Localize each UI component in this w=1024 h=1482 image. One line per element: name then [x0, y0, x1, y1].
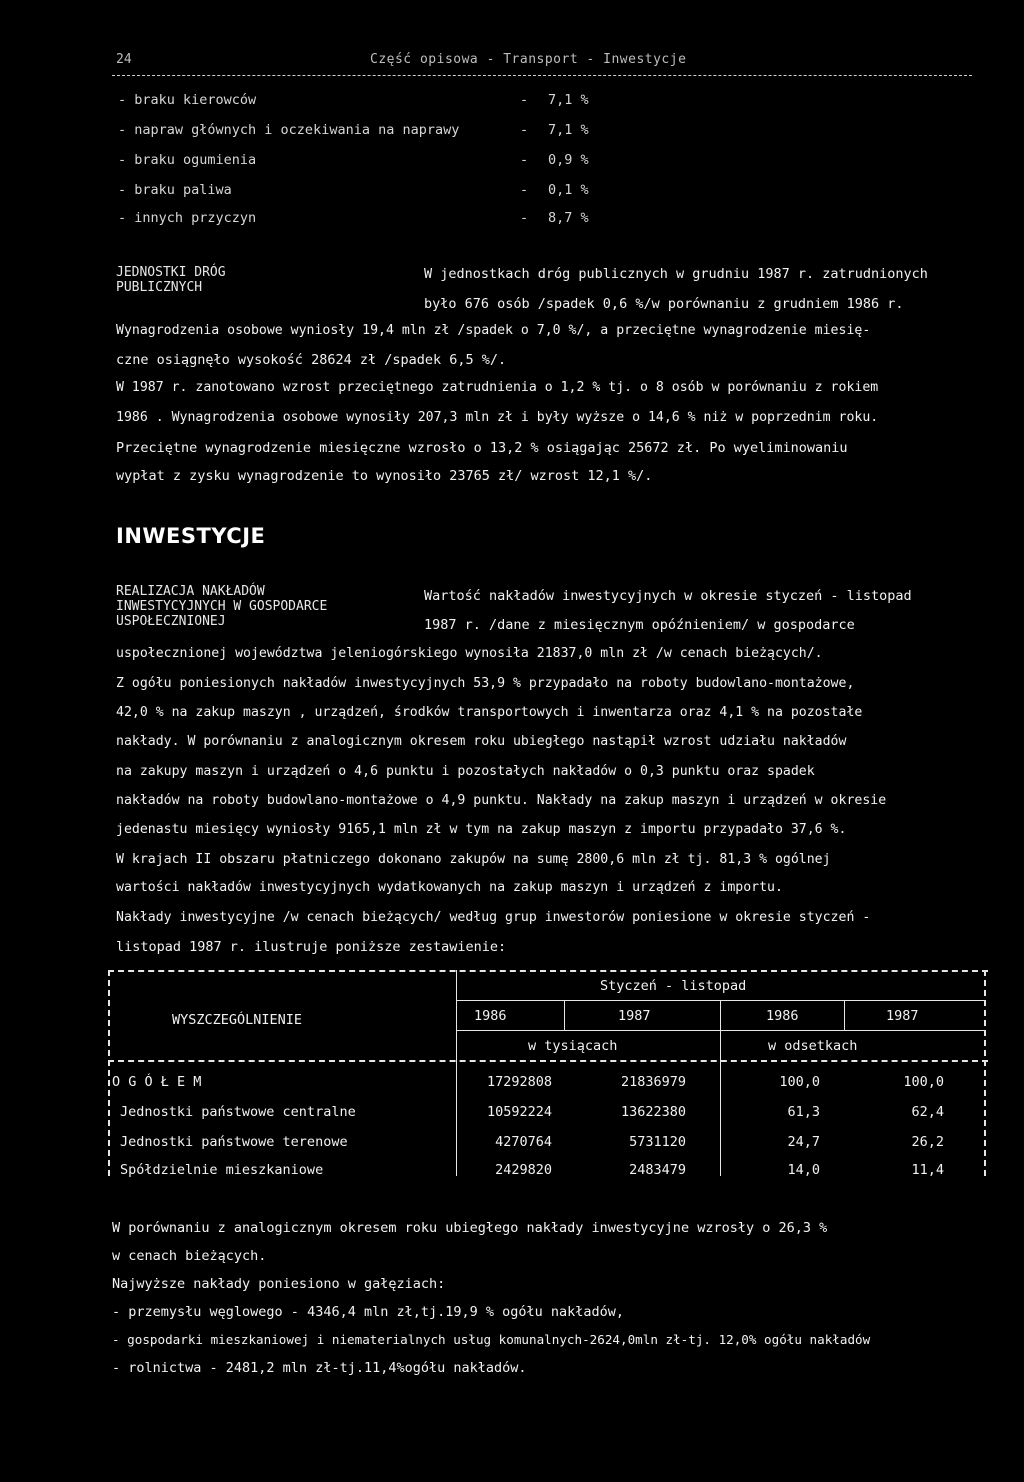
section-title: INWESTYCJE — [116, 524, 266, 548]
table-cell-value: 2429820 — [495, 1162, 552, 1178]
table-cell-value: 10592224 — [486, 1104, 552, 1120]
table-cell-value: 11,4 — [911, 1162, 944, 1178]
table-col-divider — [720, 1000, 721, 1176]
header-rule — [112, 75, 972, 76]
investments-line: wartości nakładów inwestycyjnych wydatkowanych na zakup maszyn i urządzeń z importu. — [116, 880, 783, 895]
list-item-label: - braku ogumienia — [118, 152, 257, 168]
list-item-value: 0,1 % — [548, 182, 589, 198]
table-cell-value: 100,0 — [903, 1074, 944, 1090]
table-cell-value: 17292808 — [486, 1074, 552, 1090]
road-units-line: W jednostkach dróg publicznych w grudniu 1987 r. zatrudnionych — [424, 266, 928, 282]
investments-line: 1987 r. /dane z miesięcznym opóźnieniem/ w gospodarce — [424, 617, 855, 633]
list-item-dash: - — [520, 182, 529, 198]
table-header-year: 1987 — [618, 1008, 651, 1024]
table-cell-value: 61,3 — [787, 1104, 820, 1120]
road-units-line: W 1987 r. zanotowano wzrost przeciętnego zatrudnienia o 1,2 % tj. o 8 osób w porównaniu z rokiem — [116, 380, 879, 395]
table-col-divider — [456, 970, 457, 1176]
table-row-label: Spółdzielnie mieszkaniowe — [120, 1162, 324, 1178]
table-cell-value: 5731120 — [629, 1134, 686, 1150]
closing-line: w cenach bieżących. — [112, 1248, 267, 1264]
investments-line: na zakupy maszyn i urządzeń o 4,6 punktu i pozostałych nakładów o 0,3 punktu oraz spadek — [116, 764, 815, 779]
table-col-divider — [564, 1000, 565, 1030]
table-cell-value: 14,0 — [787, 1162, 820, 1178]
closing-line: - gospodarki mieszkaniowej i niematerialnych usług komunalnych-2624,0mln zł-tj. 12,0% ogółu nakładów — [112, 1332, 871, 1347]
list-item-value: 7,1 % — [548, 92, 589, 108]
list-item-dash: - — [520, 210, 529, 226]
road-units-line: było 676 osób /spadek 0,6 %/w porównaniu z grudniem 1986 r. — [424, 296, 904, 312]
investments-line: listopad 1987 r. ilustruje poniższe zestawienie: — [116, 939, 507, 955]
table-header-year: 1987 — [886, 1008, 919, 1024]
investment-table — [108, 970, 988, 1176]
running-title: Część opisowa - Transport - Inwestycje — [370, 52, 687, 67]
road-units-line: czne osiągnęło wysokość 28624 zł /spadek 6,5 %/. — [116, 352, 507, 368]
list-item-value: 0,9 % — [548, 152, 589, 168]
road-units-label — [116, 265, 226, 295]
table-left-border — [108, 970, 110, 1176]
list-item-value: 7,1 % — [548, 122, 589, 138]
table-cell-value: 2483479 — [629, 1162, 686, 1178]
list-item-label: - braku kierowców — [118, 92, 257, 108]
investments-label-line: INWESTYCYJNYCH W GOSPODARCE — [116, 599, 328, 614]
investments-line: Nakłady inwestycyjne /w cenach bieżących/ według grup inwestorów poniesione w okresie styczeń - — [116, 910, 871, 925]
table-cell-value: 62,4 — [911, 1104, 944, 1120]
list-item-label: - innych przyczyn — [118, 210, 257, 226]
page-number: 24 — [116, 52, 132, 67]
table-cell-value: 24,7 — [787, 1134, 820, 1150]
table-header-unit: w tysiącach — [528, 1038, 618, 1054]
road-units-line: wypłat z zysku wynagrodzenie to wynosiło 23765 zł/ wzrost 12,1 %/. — [116, 468, 653, 484]
investments-label-line: REALIZACJA NAKŁADÓW — [116, 584, 265, 599]
closing-line: - rolnictwa - 2481,2 mln zł-tj.11,4%ogółu nakładów. — [112, 1360, 527, 1376]
closing-line: - przemysłu węglowego - 4346,4 mln zł,tj.19,9 % ogółu nakładów, — [112, 1304, 625, 1320]
table-cell-value: 13622380 — [620, 1104, 686, 1120]
table-cell-value: 26,2 — [911, 1134, 944, 1150]
table-cell-value: 100,0 — [779, 1074, 820, 1090]
list-item-label: - napraw głównych i oczekiwania na naprawy — [118, 122, 460, 138]
investments-label-line: USPOŁECZNIONEJ — [116, 614, 226, 629]
table-header-period: Styczeń - listopad — [600, 978, 747, 994]
table-header-year: 1986 — [766, 1008, 799, 1024]
investments-line: W krajach II obszaru płatniczego dokonano zakupów na sumę 2800,6 mln zł tj. 81,3 % ogólnej — [116, 852, 831, 867]
table-header-unit: w odsetkach — [768, 1038, 858, 1054]
investments-label — [116, 584, 327, 629]
list-item-dash: - — [520, 122, 529, 138]
closing-line: W porównaniu z analogicznym okresem roku ubiegłego nakłady inwestycyjne wzrosły o 26,3 % — [112, 1220, 828, 1236]
table-row-label: Jednostki państwowe centralne — [120, 1104, 356, 1120]
list-item-label: - braku paliwa — [118, 182, 232, 198]
investments-line: nakłady. W porównaniu z analogicznym okresem roku ubiegłego nastąpił wzrost udziału nakładów — [116, 734, 847, 749]
road-units-line: Wynagrodzenia osobowe wyniosły 19,4 mln zł /spadek o 7,0 %/, a przeciętne wynagrodzenie miesię- — [116, 323, 871, 338]
list-item-value: 8,7 % — [548, 210, 589, 226]
road-units-line: Przeciętne wynagrodzenie miesięczne wzrosło o 13,2 % osiągając 25672 zł. Po wyeliminowaniu — [116, 440, 848, 456]
list-item-dash: - — [520, 152, 529, 168]
table-header-bottom — [108, 1060, 988, 1062]
investments-line: Wartość nakładów inwestycyjnych w okresie styczeń - listopad — [424, 588, 912, 604]
road-units-line: 1986 . Wynagrodzenia osobowe wynosiły 207,3 mln zł i były wyższe o 14,6 % niż w poprzednim roku. — [116, 410, 879, 425]
table-right-border — [984, 970, 986, 1176]
table-header-main: WYSZCZEGÓLNIENIE — [172, 1012, 303, 1028]
road-units-label-line: JEDNOSTKI DRÓG — [116, 265, 226, 280]
list-item-dash: - — [520, 92, 529, 108]
investments-line: Z ogółu poniesionych nakładów inwestycyjnych 53,9 % przypadało na roboty budowlano-montażowe, — [116, 676, 855, 691]
closing-line: Najwyższe nakłady poniesiono w gałęziach: — [112, 1276, 446, 1292]
investments-line: jedenastu miesięcy wyniosły 9165,1 mln zł w tym na zakup maszyn z importu przypadało 37,6 %. — [116, 822, 847, 837]
table-header-year: 1986 — [474, 1008, 507, 1024]
table-col-divider — [844, 1000, 845, 1030]
investments-line: 42,0 % na zakup maszyn , urządzeń, środków transportowych i inwentarza oraz 4,1 % na pozostałe — [116, 705, 863, 720]
table-top-border — [108, 970, 988, 972]
table-row-label: Jednostki państwowe terenowe — [120, 1134, 348, 1150]
road-units-label-line: PUBLICZNYCH — [116, 280, 203, 295]
investments-line: uspołecznionej województwa jeleniogórskiego wynosiła 21837,0 mln zł /w cenach bieżących/. — [116, 646, 823, 661]
investments-line: nakładów na roboty budowlano-montażowe o 4,9 punktu. Nakłady na zakup maszyn i urządzeń w okresie — [116, 793, 887, 808]
table-cell-value: 4270764 — [495, 1134, 552, 1150]
table-row-label: O G Ó Ł E M — [112, 1074, 202, 1090]
table-cell-value: 21836979 — [620, 1074, 686, 1090]
